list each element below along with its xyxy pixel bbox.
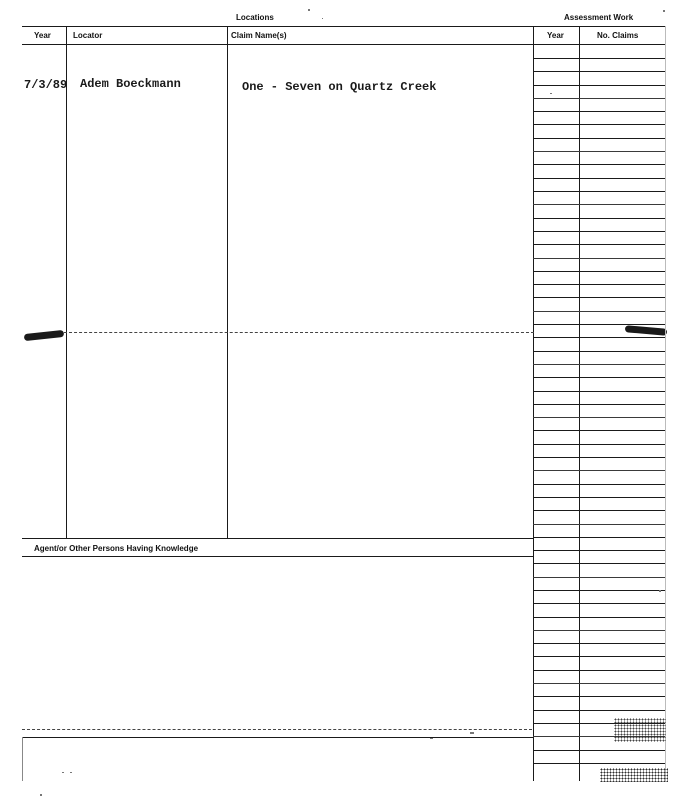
assessment-row-rule: [533, 218, 665, 219]
column-header-assessment-year: Year: [547, 31, 564, 40]
scan-speck: [550, 93, 552, 94]
assessment-row-rule: [533, 430, 665, 431]
fold-line: [64, 332, 534, 333]
assessment-row-rule: [533, 311, 665, 312]
year-locator-divider: [66, 26, 67, 538]
assessment-row-rule: [533, 351, 665, 352]
scan-speck: [70, 772, 72, 773]
entry-claim-name: One - Seven on Quartz Creek: [242, 80, 437, 94]
assessment-row-rule: [533, 457, 665, 458]
assessment-row-rule: [533, 178, 665, 179]
assessment-row-rule: [533, 577, 665, 578]
assessment-row-rule: [533, 696, 665, 697]
assessment-row-rule: [533, 537, 665, 538]
assessment-row-rule: [533, 297, 665, 298]
assessment-row-rule: [533, 643, 665, 644]
locator-claims-divider: [227, 26, 228, 538]
agent-section-rule: [22, 556, 534, 557]
assessment-row-rule: [533, 324, 665, 325]
column-header-claim-names: Claim Name(s): [231, 31, 287, 40]
column-header-locator: Locator: [73, 31, 103, 40]
assessment-row-rule: [533, 124, 665, 125]
scan-speck: [470, 732, 474, 734]
assessment-row-rule: [533, 510, 665, 511]
assessment-row-rule: [533, 258, 665, 259]
assessment-row-rule: [533, 71, 665, 72]
scan-speck: [62, 772, 64, 773]
assessment-row-rule: [533, 404, 665, 405]
assessment-row-rule: [533, 617, 665, 618]
assessment-row-rule: [533, 417, 665, 418]
assessment-row-rule: [533, 231, 665, 232]
scan-speck: [663, 10, 665, 12]
assessment-row-rule: [533, 524, 665, 525]
assessment-row-rule: [533, 497, 665, 498]
assessment-right-edge: [665, 26, 666, 781]
entry-locator: Adem Boeckmann: [80, 77, 181, 91]
scan-speck: [40, 794, 42, 796]
assessment-row-rule: [533, 683, 665, 684]
column-header-year: Year: [34, 31, 51, 40]
assessment-row-rule: [533, 444, 665, 445]
scan-speck: [659, 590, 661, 592]
bottom-box-rule: [22, 737, 534, 738]
assessment-row-rule: [533, 630, 665, 631]
column-header-no-claims: No. Claims: [597, 31, 639, 40]
bottom-left-edge: [22, 737, 23, 781]
assessment-row-rule: [533, 98, 665, 99]
assessment-row-rule: [533, 656, 665, 657]
scan-speck: [322, 18, 323, 19]
assessment-row-rule: [533, 670, 665, 671]
assessment-row-rule: [533, 138, 665, 139]
locations-bottom-rule: [22, 538, 534, 539]
assessment-row-rule: [533, 271, 665, 272]
assessment-row-rule: [533, 550, 665, 551]
assessment-row-rule: [533, 590, 665, 591]
assessment-row-rule: [533, 763, 665, 764]
assessment-row-rule: [533, 204, 665, 205]
assessment-row-rule: [533, 484, 665, 485]
assessment-row-rule: [533, 364, 665, 365]
assessment-row-rule: [533, 111, 665, 112]
assessment-row-rule: [533, 284, 665, 285]
assessment-work-heading: Assessment Work: [564, 13, 634, 22]
assessment-row-rule: [533, 470, 665, 471]
agent-section-label: Agent/or Other Persons Having Knowledge: [34, 544, 199, 553]
entry-year: 7/3/89: [24, 78, 68, 92]
assessment-row-rule: [533, 58, 665, 59]
assessment-row-rule: [533, 191, 665, 192]
assessment-row-rule: [533, 603, 665, 604]
locations-heading: Locations: [236, 13, 274, 22]
left-marker-stroke: [24, 330, 65, 341]
assessment-row-rule: [533, 85, 665, 86]
scan-speck: [308, 9, 310, 11]
assessment-row-rule: [533, 244, 665, 245]
assessment-row-rule: [533, 391, 665, 392]
right-marker-stroke: [625, 325, 667, 336]
bottom-dashed-rule: [22, 729, 532, 730]
assessment-row-rule: [533, 151, 665, 152]
scan-noise-lower: [600, 768, 668, 782]
header-bottom-rule: [22, 44, 665, 45]
assessment-row-rule: [533, 710, 665, 711]
assessment-row-rule: [533, 337, 665, 338]
assessment-row-rule: [533, 563, 665, 564]
scan-noise-upper: [614, 718, 666, 742]
assessment-row-rule: [533, 750, 665, 751]
assessment-row-rule: [533, 164, 665, 165]
scan-speck: [430, 738, 433, 739]
header-top-rule: [22, 26, 665, 27]
assessment-row-rule: [533, 377, 665, 378]
